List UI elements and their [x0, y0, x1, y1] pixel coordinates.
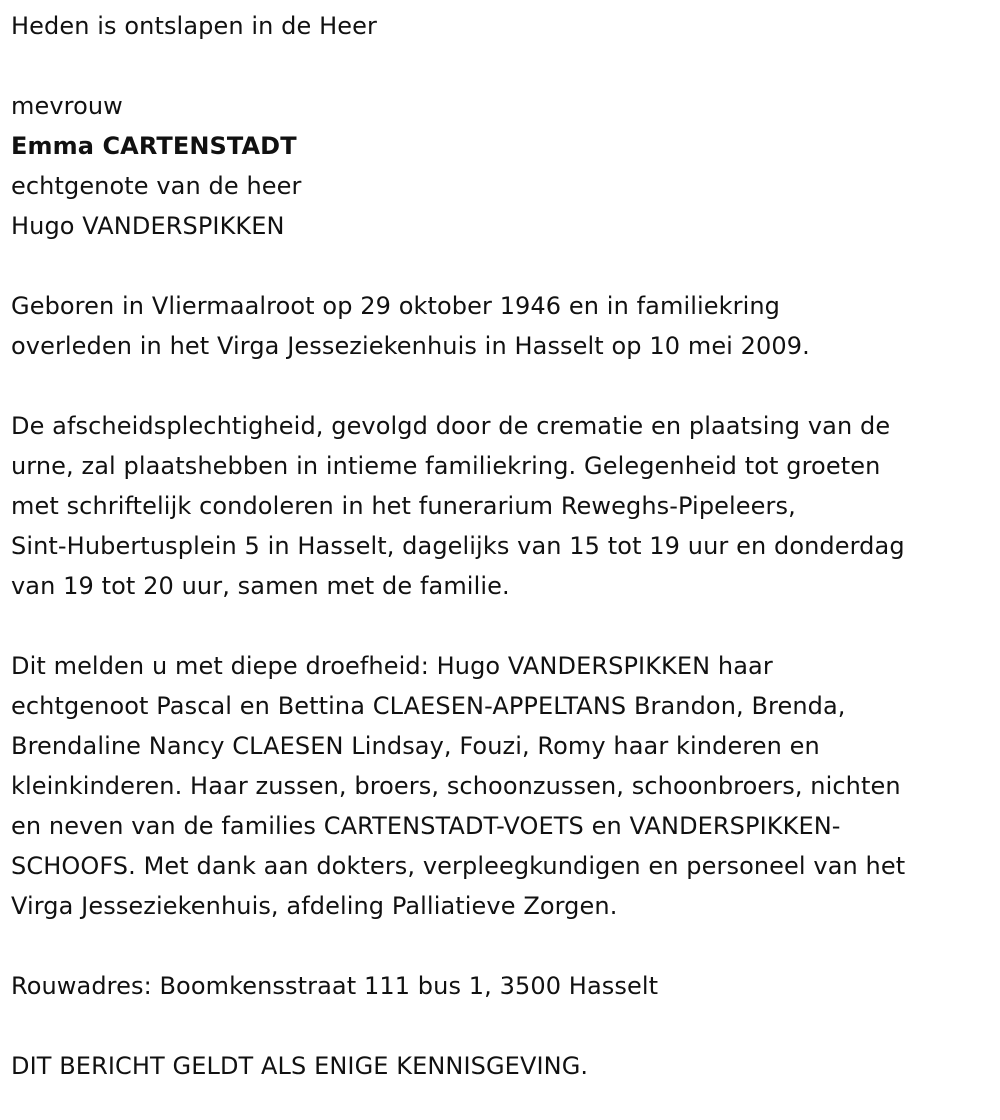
- paragraph-line: en neven van de families CARTENSTADT-VOETS en VANDERSPIKKEN-: [11, 812, 841, 840]
- paragraph-line: met schriftelijk condoleren in het funerarium Reweghs-Pipeleers,: [11, 492, 796, 520]
- deceased-name: Emma CARTENSTADT: [11, 132, 297, 160]
- intro-text: Heden is ontslapen in de Heer: [11, 12, 377, 40]
- spouse-name: Hugo VANDERSPIKKEN: [11, 212, 285, 240]
- mourning-address: Rouwadres: Boomkensstraat 111 bus 1, 3500 Hasselt: [11, 972, 659, 1000]
- paragraph-line: Sint-Hubertusplein 5 in Hasselt, dagelijks van 15 tot 19 uur en donderdag: [11, 532, 905, 560]
- paragraph-line: kleinkinderen. Haar zussen, broers, schoonzussen, schoonbroers, nichten: [11, 772, 901, 800]
- paragraph-line: Virga Jesseziekenhuis, afdeling Palliatieve Zorgen.: [11, 892, 618, 920]
- spacer: [11, 246, 996, 286]
- paragraph-line: urne, zal plaatshebben in intieme familiekring. Gelegenheid tot groeten: [11, 452, 881, 480]
- ceremony-paragraph: [11, 406, 996, 606]
- birth-death-paragraph: [11, 286, 996, 366]
- paragraph-line: van 19 tot 20 uur, samen met de familie.: [11, 572, 510, 600]
- spacer: [11, 606, 996, 646]
- paragraph-line: overleden in het Virga Jesseziekenhuis in Hasselt op 10 mei 2009.: [11, 332, 810, 360]
- paragraph-line: echtgenoot Pascal en Bettina CLAESEN-APPELTANS Brandon, Brenda,: [11, 692, 846, 720]
- paragraph-line: SCHOOFS. Met dank aan dokters, verpleegkundigen en personeel van het: [11, 852, 906, 880]
- paragraph-line: De afscheidsplechtigheid, gevolgd door de crematie en plaatsing van de: [11, 412, 891, 440]
- paragraph-line: Dit melden u met diepe droefheid: Hugo VANDERSPIKKEN haar: [11, 652, 773, 680]
- paragraph-line: Geboren in Vliermaalroot op 29 oktober 1946 en in familiekring: [11, 292, 780, 320]
- family-paragraph: [11, 646, 996, 926]
- spouse-prefix: echtgenote van de heer: [11, 172, 302, 200]
- spacer: [11, 366, 996, 406]
- closing-statement: DIT BERICHT GELDT ALS ENIGE KENNISGEVING.: [11, 1052, 589, 1080]
- spacer: [11, 1006, 996, 1046]
- death-notice: [11, 0, 996, 1086]
- spacer: [11, 46, 996, 86]
- salutation: mevrouw: [11, 92, 123, 120]
- spacer: [11, 926, 996, 966]
- paragraph-line: Brendaline Nancy CLAESEN Lindsay, Fouzi, Romy haar kinderen en: [11, 732, 820, 760]
